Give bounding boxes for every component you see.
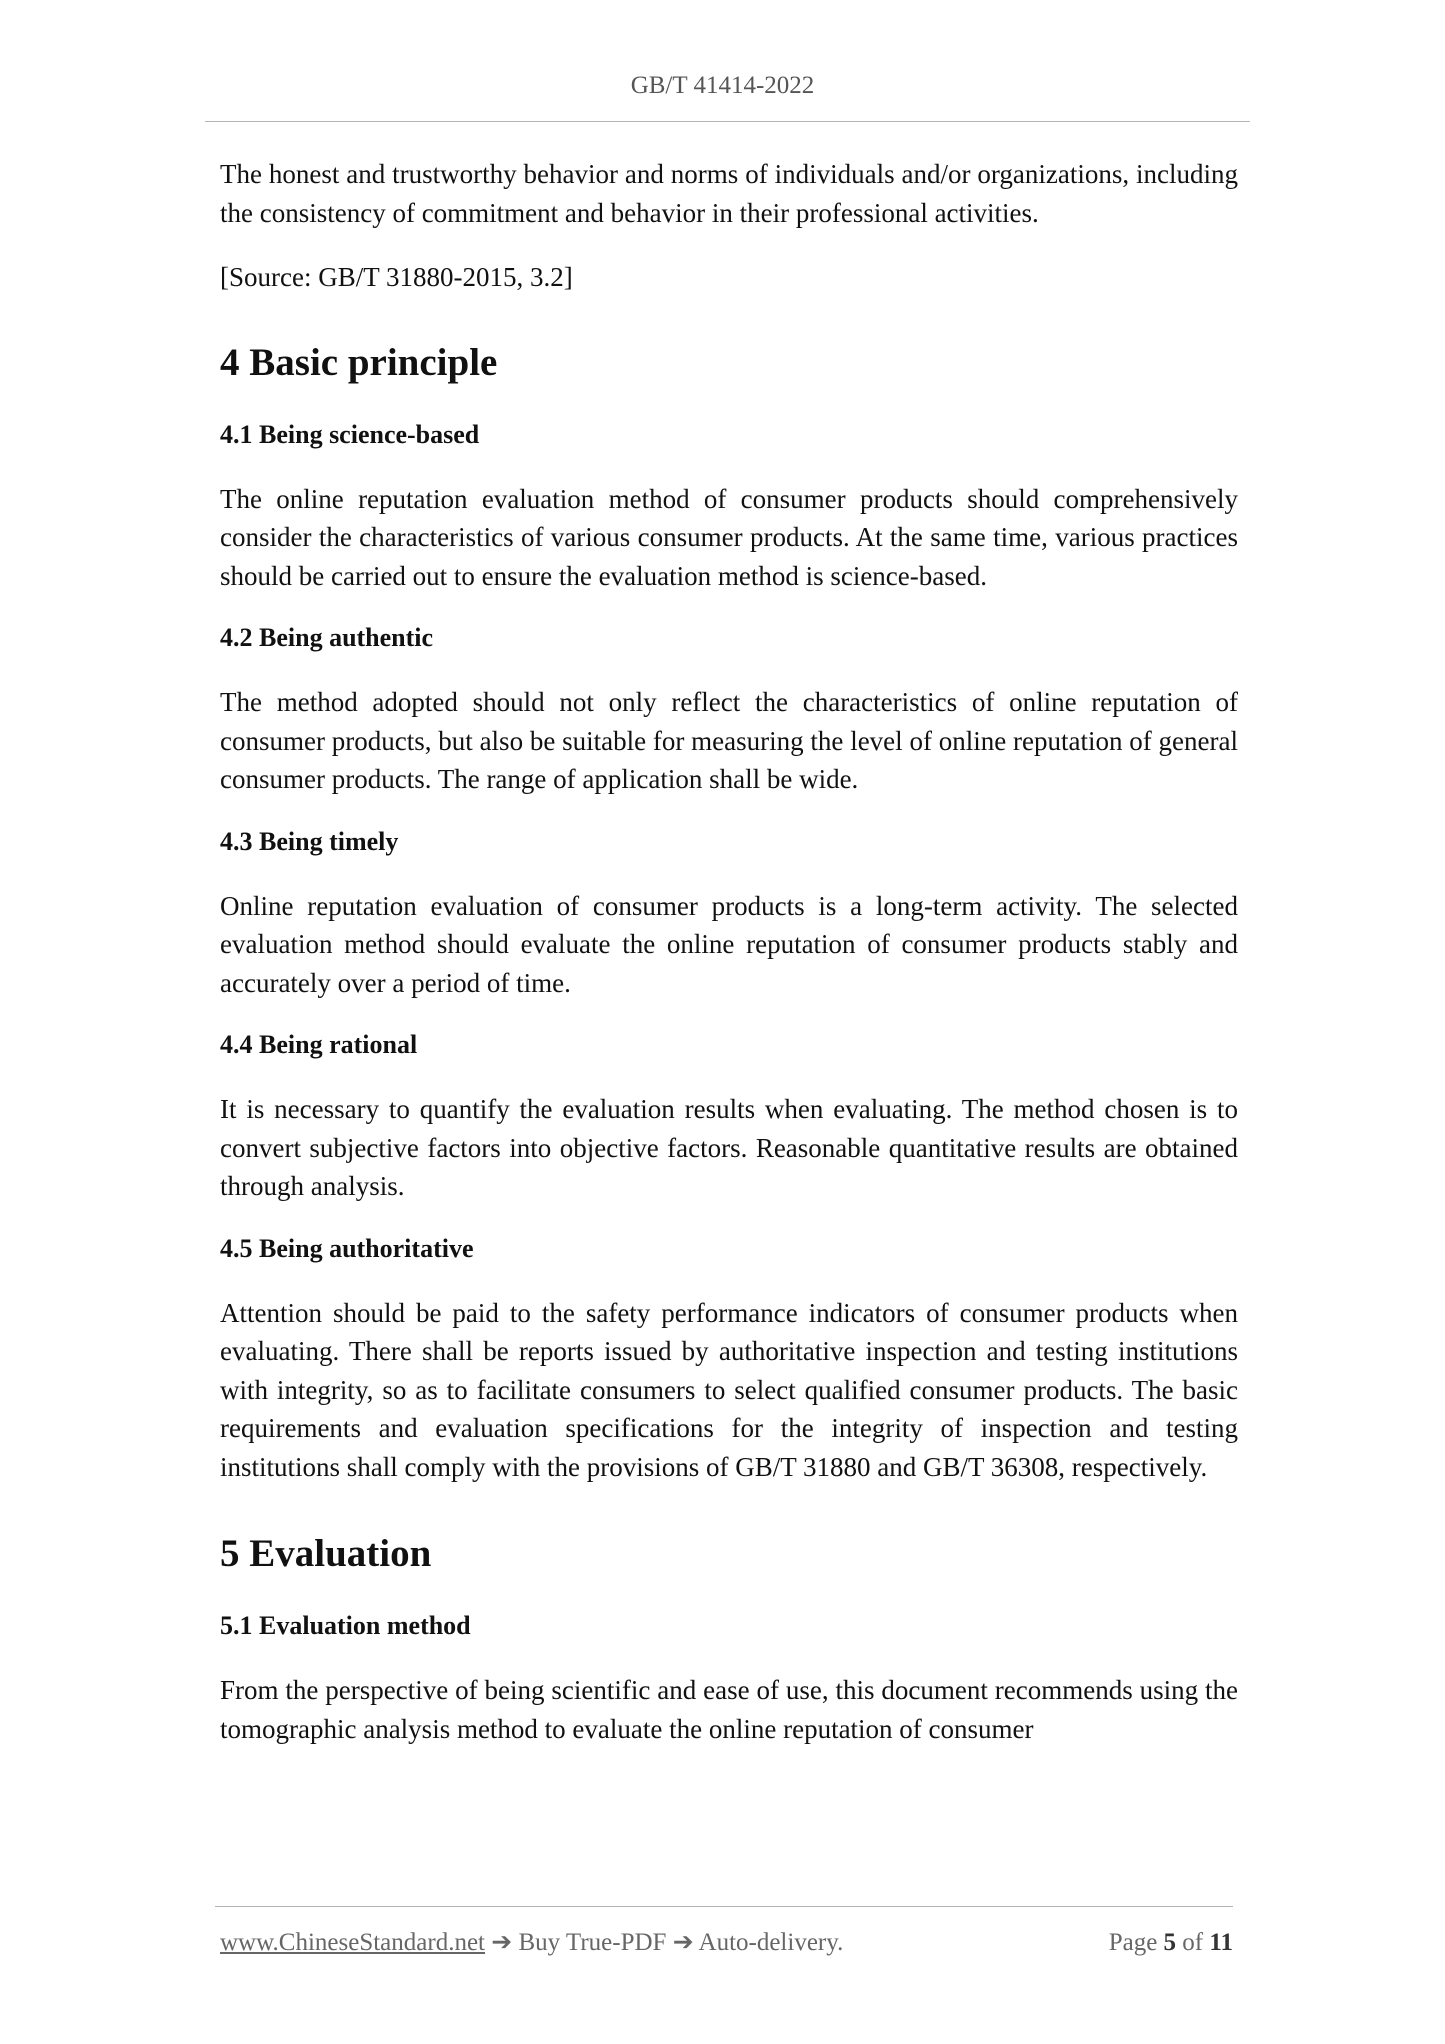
clause-4-2-text: The method adopted should not only reflect the characteristics of online reputation of consumer products, but also be suitable for measuring the level of online reputation of general consumer products. The range of application shall be wide. bbox=[220, 687, 1238, 794]
definition-paragraph: The honest and trustworthy behavior and norms of individuals and/or organizations, including the consistency of commitment and behavior in their professional activities. bbox=[220, 159, 1238, 228]
section-5-title: 5 Evaluation bbox=[220, 1532, 432, 1575]
clause-4-3-text: Online reputation evaluation of consumer products is a long-term activity. The selected evaluation method should evaluate the online reputation of consumer products stably and accurately over a period of time. bbox=[220, 890, 1238, 998]
auto-delivery-text: Auto-delivery. bbox=[698, 1929, 844, 1956]
clause-4-3-heading: 4.3 Being timely bbox=[220, 826, 399, 856]
source-citation: [Source: GB/T 31880-2015, 3.2] bbox=[220, 262, 573, 292]
page-number bbox=[1109, 1926, 1233, 1960]
arrow-right-icon: ➔ bbox=[491, 1929, 513, 1956]
clause-4-2-heading: 4.2 Being authentic bbox=[220, 623, 434, 652]
clause-5-1-heading: 5.1 Evaluation method bbox=[220, 1611, 471, 1640]
clause-4-5-heading: 4.5 Being authoritative bbox=[220, 1233, 474, 1263]
arrow-right-icon: ➔ bbox=[672, 1929, 694, 1956]
page-label: Page bbox=[1108, 1929, 1158, 1956]
clause-4-4-heading: 4.4 Being rational bbox=[220, 1030, 418, 1059]
page-header-doc-code: GB/T 41414-2022 bbox=[630, 72, 815, 99]
of-label: of bbox=[1182, 1929, 1204, 1956]
clause-4-1-heading: 4.1 Being science-based bbox=[220, 419, 480, 449]
total-pages: 11 bbox=[1209, 1929, 1233, 1956]
buy-true-pdf-text: Buy True-PDF bbox=[518, 1929, 667, 1956]
document-body bbox=[220, 155, 1238, 1748]
chinesestandard-link[interactable]: www.ChineseStandard.net bbox=[220, 1929, 485, 1956]
current-page: 5 bbox=[1163, 1929, 1177, 1956]
section-4-title: 4 Basic principle bbox=[220, 340, 498, 384]
clause-4-5-text: Attention should be paid to the safety performance indicators of consumer products when evaluating. There shall be reports issued by authoritative inspection and testing institutions with integrity, so as to facilitate consumers to select qualified consumer products. The basic requirements and evaluation specifications for the integrity of inspection and testing institutions shall comply with the provisions of GB/T 31880 and GB/T 36308, respectively. bbox=[220, 1297, 1238, 1482]
footer-promo bbox=[220, 1926, 843, 1960]
footer-divider bbox=[215, 1906, 1233, 1907]
clause-4-4-text: It is necessary to quantify the evaluation results when evaluating. The method chosen is to convert subjective factors into objective factors. Reasonable quantitative results are obtained through analysis. bbox=[220, 1094, 1238, 1201]
clause-5-1-text: From the perspective of being scientific and ease of use, this document recommends using the tomographic analysis method to evaluate the online reputation of consumer bbox=[220, 1675, 1238, 1744]
header-divider bbox=[205, 121, 1250, 122]
clause-4-1-text: The online reputation evaluation method of consumer products should comprehensively consider the characteristics of various consumer products. At the same time, various practices should be carried out to ensure the evaluation method is science-based. bbox=[220, 483, 1238, 591]
